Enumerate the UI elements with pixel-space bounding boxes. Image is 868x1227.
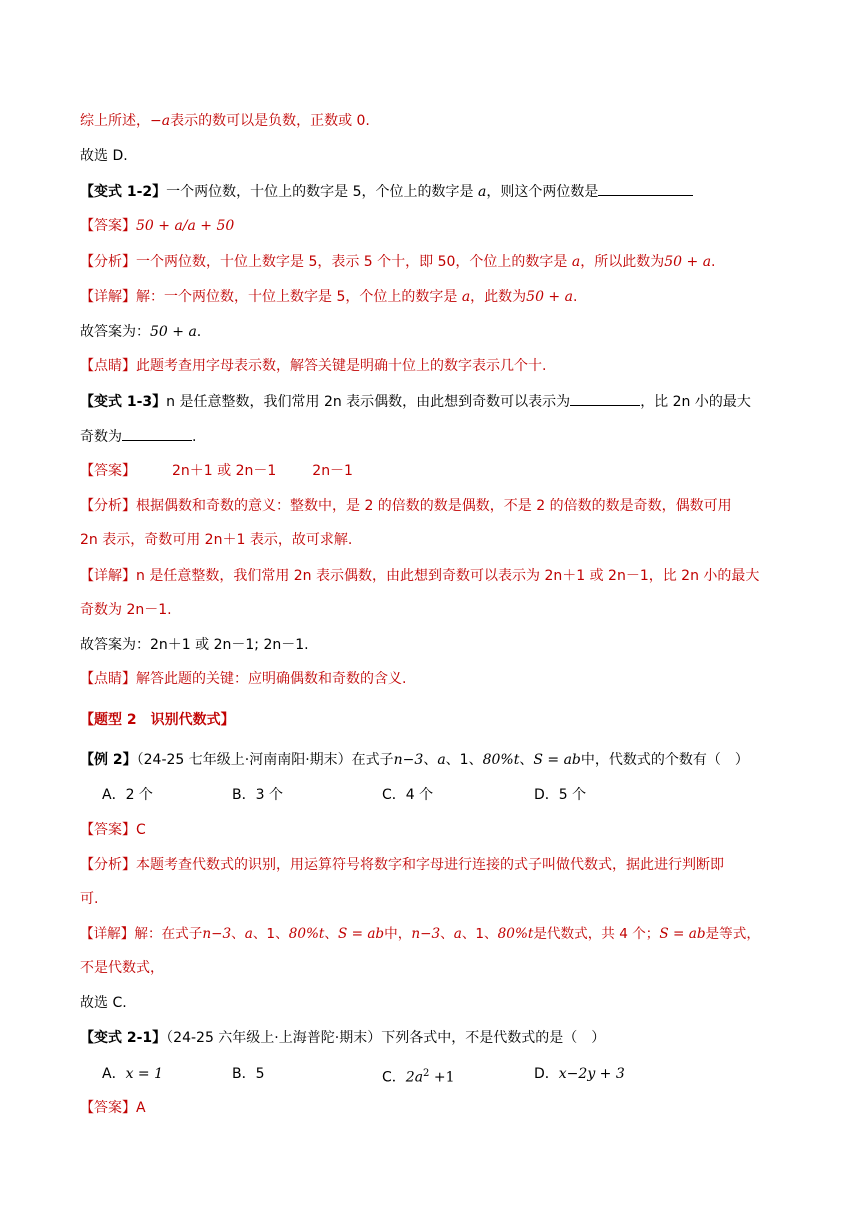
variant-1-3-analysis: 【分析】根据偶数和奇数的意义：整数中，是 2 的倍数的数是偶数，不是 2 的倍数的数是奇数，偶数可用: [80, 498, 732, 514]
example-2-answer: 【答案】C: [80, 822, 146, 838]
variant-1-3-solution: 【详解】n 是任意整数，我们常用 2n 表示偶数，由此想到奇数可以表示为 2n＋1 或 2n－1，比 2n 小的最大: [80, 568, 760, 584]
example-2-solution: 【详解】解：在式子n−3、a、1、80%t、S = ab中，n−3、a、1、80%t是代数式，共 4 个；S = ab是等式，: [80, 926, 760, 942]
example-2-analysis-cont: 可.: [80, 891, 99, 907]
variant-1-3-solution-cont: 奇数为 2n－1.: [80, 602, 172, 618]
example-2-option-c: C．4 个: [382, 787, 434, 803]
example-2-option-d: D．5 个: [534, 787, 587, 803]
variant-1-3-question: 【变式 1-3】n 是任意整数，我们常用 2n 表示偶数，由此想到奇数可以表示为 ，比 2n 小的最大: [80, 391, 751, 412]
variant-1-2-solution: 【详解】解：一个两位数，十位上数字是 5，个位上的数字是 a，此数为50 + a.: [80, 289, 578, 305]
variant-1-3-question-cont: 奇数为 .: [80, 426, 196, 447]
example-2-option-a: A．2 个: [102, 787, 153, 803]
variant-1-2-comment: 【点睛】此题考查用字母表示数，解答关键是明确十位上的数字表示几个十.: [80, 358, 547, 374]
variant-1-2-final: 故答案为：50 + a.: [80, 324, 202, 340]
answer-blank: [598, 181, 693, 196]
answer-blank: [570, 391, 640, 406]
section-heading: 【题型 2 识别代数式】: [80, 712, 235, 728]
variant-2-1-option-d: D．x−2y + 3: [534, 1066, 625, 1082]
variant-2-1-question: 【变式 2-1】（24-25 六年级上·上海普陀·期末）下列各式中，不是代数式的是（ ）: [80, 1030, 606, 1046]
example-2-option-b: B．3 个: [232, 787, 283, 803]
variant-1-2-answer: 【答案】50 + a/a + 50: [80, 218, 235, 234]
variant-1-2-question: 【变式 1-2】一个两位数，十位上的数字是 5，个位上的数字是 a，则这个两位数是: [80, 181, 693, 202]
variant-1-2-analysis: 【分析】一个两位数，十位上数字是 5，表示 5 个十，即 50，个位上的数字是 a，所以此数为50 + a.: [80, 254, 716, 270]
variant-1-3-analysis-cont: 2n 表示，奇数可用 2n＋1 表示，故可求解.: [80, 532, 353, 548]
variant-1-3-comment: 【点睛】解答此题的关键：应明确偶数和奇数的含义.: [80, 671, 407, 687]
example-2-analysis: 【分析】本题考查代数式的识别，用运算符号将数字和字母进行连接的式子叫做代数式，据此进行判断即: [80, 857, 724, 873]
variant-2-1-answer: 【答案】A: [80, 1100, 146, 1116]
variant-1-3-final: 故答案为：2n＋1 或 2n－1; 2n－1.: [80, 637, 309, 653]
conclusion-line: 综上所述，−a表示的数可以是负数，正数或 0.: [80, 113, 370, 129]
variant-2-1-option-b: B．5: [232, 1066, 265, 1082]
variant-1-3-answer: 【答案】 2n＋1 或 2n－1 2n－1: [80, 463, 353, 479]
variant-2-1-option-a: A．x = 1: [102, 1066, 164, 1082]
example-2-final: 故选 C.: [80, 995, 127, 1011]
example-2-solution-cont: 不是代数式，: [80, 960, 164, 976]
answer-blank: [122, 426, 192, 441]
variant-2-1-option-c: C．$2a^2 +1$: [382, 1068, 455, 1086]
example-2-question: 【例 2】（24-25 七年级上·河南南阳·期末）在式子n−3、a、1、80%t、S = ab中，代数式的个数有（ ）: [80, 752, 749, 768]
choice-line: 故选 D.: [80, 148, 128, 164]
